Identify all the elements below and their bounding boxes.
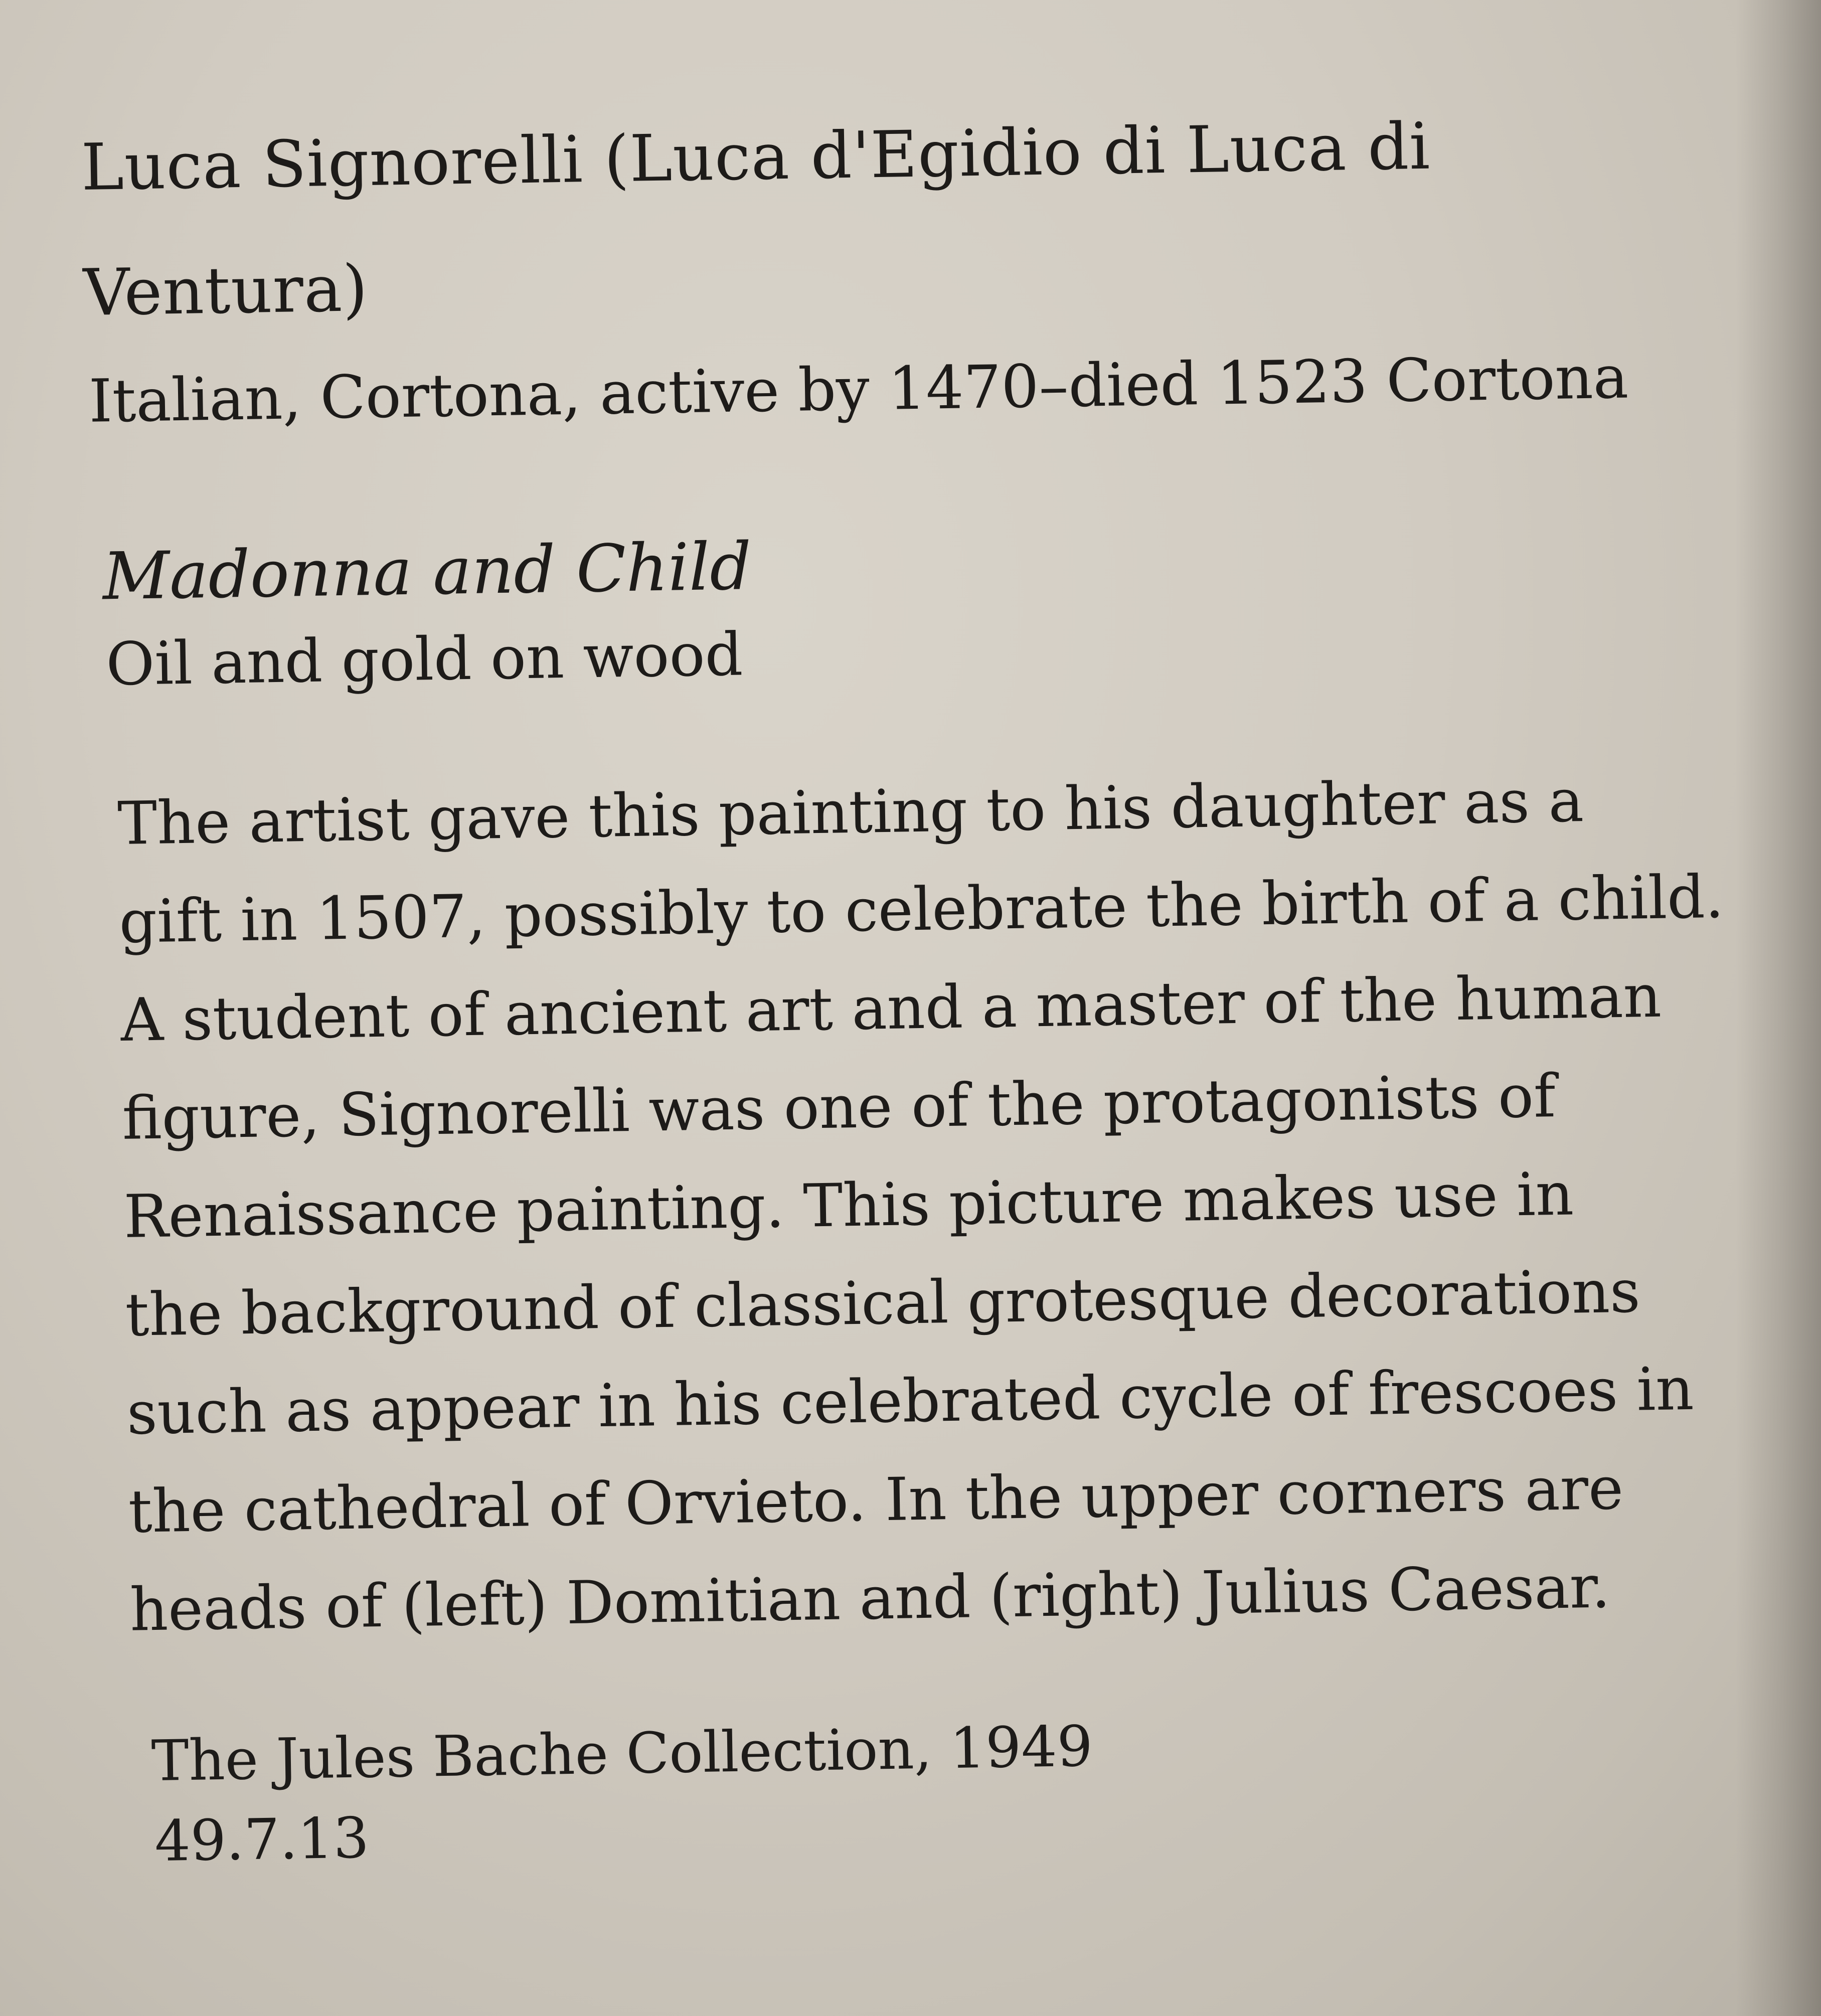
artwork-medium: Oil and gold on wood: [105, 619, 744, 699]
description-line: figure, Signorelli was one of the protagonists of: [121, 1061, 1556, 1153]
description-line: gift in 1507, possibly to celebrate the birth of a child.: [118, 862, 1725, 956]
credit-line: The Jules Bache Collection, 1949: [150, 1714, 1093, 1794]
artist-name-line: Luca Signorelli (Luca d'Egidio di Luca di: [80, 109, 1431, 205]
description-line: Renaissance painting. This picture makes use in: [123, 1159, 1574, 1251]
description-line: A student of ancient art and a master of the human: [120, 961, 1662, 1055]
artist-name: [80, 80, 1714, 356]
description-line: such as appear in his celebrated cycle of frescoes in: [126, 1354, 1695, 1448]
artwork-title: Madonna and Child: [102, 528, 752, 615]
artist-name-line: Ventura): [82, 251, 369, 330]
description-line: the cathedral of Orvieto. In the upper corners are: [127, 1453, 1624, 1546]
description-line: heads of (left) Domitian and (right) Julius Caesar.: [129, 1552, 1611, 1644]
artwork-description: [117, 749, 1734, 1659]
description-line: the background of classical grotesque decorations: [124, 1256, 1641, 1350]
description-line: The artist gave this painting to his daughter as a: [117, 766, 1584, 858]
label-text-block: [80, 80, 1738, 1880]
artist-nationality-dates: Italian, Cortona, active by 1470–died 1523 Cortona: [88, 342, 1629, 436]
accession-number: 49.7.13: [154, 1805, 370, 1875]
